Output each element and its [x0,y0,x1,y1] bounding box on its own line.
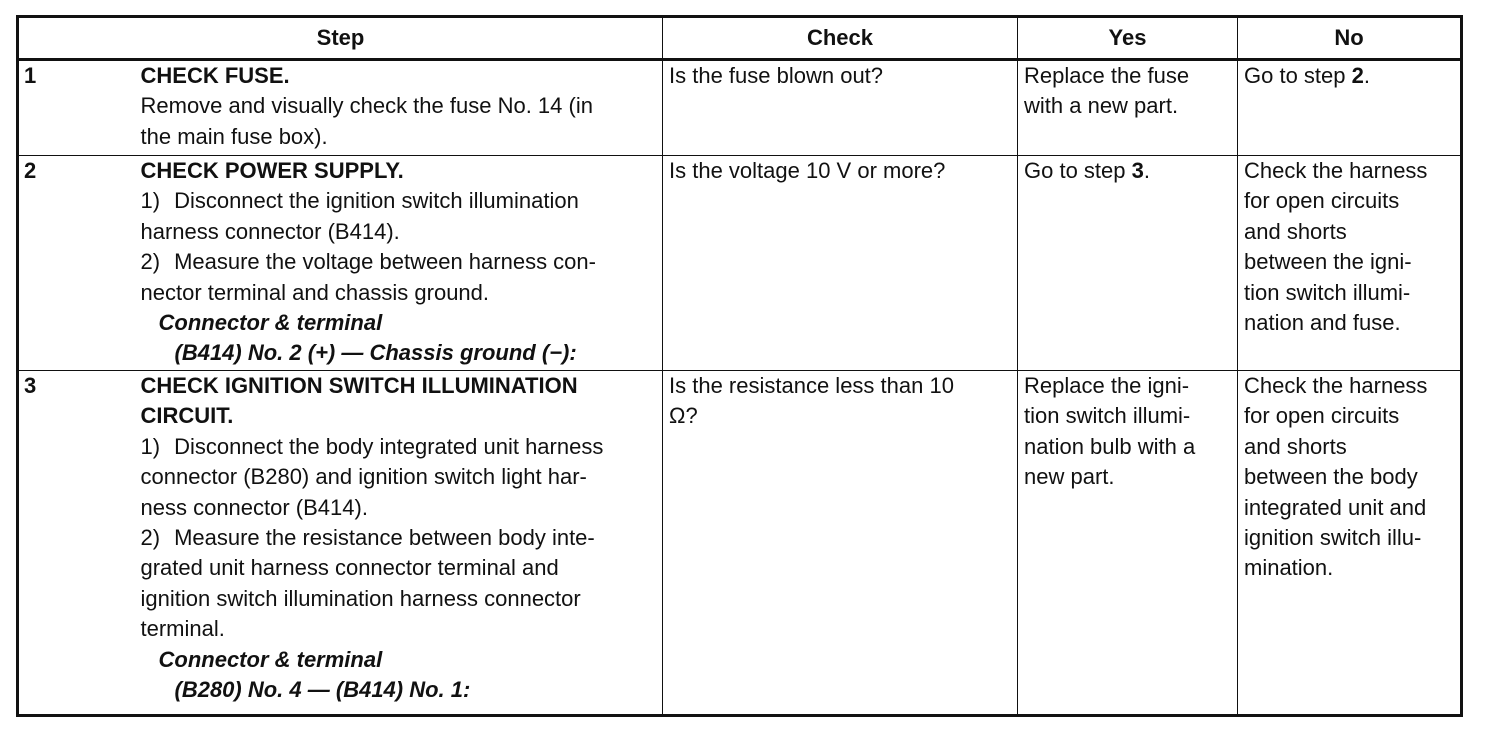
check-text: Is the fuse blown out? [669,63,884,88]
no-text-line: between the body [1244,464,1418,490]
no-text-line: tion switch illumi- [1244,279,1411,305]
check-text-line: Is the resistance less than 10 [669,373,954,398]
yes-text-line: new part. [1024,464,1115,490]
yes-prefix: Go to step [1024,158,1132,183]
diagnostic-table [16,15,1463,717]
step-description [141,60,663,156]
connector-terminal-value: (B280) No. 4 — (B414) No. 1: [174,677,471,703]
substep-line: grated unit harness connector terminal and [140,555,559,581]
yes-cell [1018,371,1238,716]
header-step: Step [18,17,663,60]
no-text-line: between the igni- [1244,249,1412,275]
check-cell [663,371,1018,716]
no-text-line: nation and fuse. [1244,310,1401,336]
step-title: CHECK POWER SUPPLY. [140,158,404,183]
no-suffix: . [1363,63,1370,88]
check-text: Is the voltage 10 V or more? [669,158,946,183]
no-text-line: and shorts [1244,218,1347,244]
substep-number: 2) [140,525,161,551]
substep-line: terminal. [140,616,225,642]
substep-line: connector (B280) and ignition switch light har- [140,464,587,490]
check-cell [663,156,1018,371]
step-description [141,371,663,716]
step-text-line: the main fuse box). [140,123,328,149]
no-step-ref: 2 [1351,63,1364,88]
substep-line: nector terminal and chassis ground. [140,279,490,305]
check-text-line: Ω? [669,403,698,429]
substep-number: 1) [140,433,161,459]
yes-text-line: nation bulb with a [1024,433,1196,459]
substep-text: Measure the voltage between harness con- [174,249,596,275]
no-text-line: integrated unit and [1244,494,1427,520]
substep-line [141,432,657,462]
table-row [18,60,1462,156]
yes-text-line: Replace the igni- [1024,373,1190,398]
yes-text-line: with a new part. [1024,93,1179,119]
substep-text: Measure the resistance between body inte- [174,525,595,551]
yes-suffix: . [1143,158,1150,183]
substep-text: Disconnect the ignition switch illumination [174,188,579,214]
no-text-line: for open circuits [1244,403,1400,429]
no-text-line: Check the harness [1244,373,1428,398]
step-title: CHECK IGNITION SWITCH ILLUMINATION [140,373,578,398]
substep-line [141,186,657,216]
table-row [18,371,1462,716]
no-text-line: mination. [1244,555,1334,581]
header-row [18,17,1462,60]
no-text-line: and shorts [1244,433,1347,459]
yes-step-ref: 3 [1131,158,1144,183]
yes-cell [1018,156,1238,371]
step-number: 1 [18,60,141,156]
yes-text-line: Replace the fuse [1024,63,1190,88]
step-number: 2 [18,156,141,371]
substep-line: ignition switch illumination harness connector [140,585,581,611]
substep-line: ness connector (B414). [140,494,368,520]
step-title: CIRCUIT. [140,403,234,429]
step-title: CHECK FUSE. [140,63,290,88]
no-text-line: ignition switch illu- [1244,525,1422,551]
no-cell [1238,60,1462,156]
substep-line [141,247,657,277]
substep-line: harness connector (B414). [140,218,400,244]
substep-line [141,523,657,553]
check-cell [663,60,1018,156]
no-cell [1238,156,1462,371]
header-no: No [1238,17,1462,60]
no-text-line: Check the harness [1244,158,1428,183]
step-text-line: Remove and visually check the fuse No. 14 (in [140,93,593,119]
step-description [141,156,663,371]
connector-terminal-value: (B414) No. 2 (+) — Chassis ground (−): [174,340,577,366]
no-text-line: for open circuits [1244,188,1400,214]
header-yes: Yes [1018,17,1238,60]
yes-cell [1018,60,1238,156]
connector-terminal-label: Connector & terminal [158,310,383,336]
step-number: 3 [18,371,141,716]
yes-text-line: tion switch illumi- [1024,403,1191,429]
substep-text: Disconnect the body integrated unit harness [174,433,604,459]
no-prefix: Go to step [1244,63,1352,88]
header-check: Check [663,17,1018,60]
connector-terminal-label: Connector & terminal [158,646,383,672]
substep-number: 2) [140,249,161,275]
no-cell [1238,371,1462,716]
substep-number: 1) [140,188,161,214]
table-row [18,156,1462,371]
